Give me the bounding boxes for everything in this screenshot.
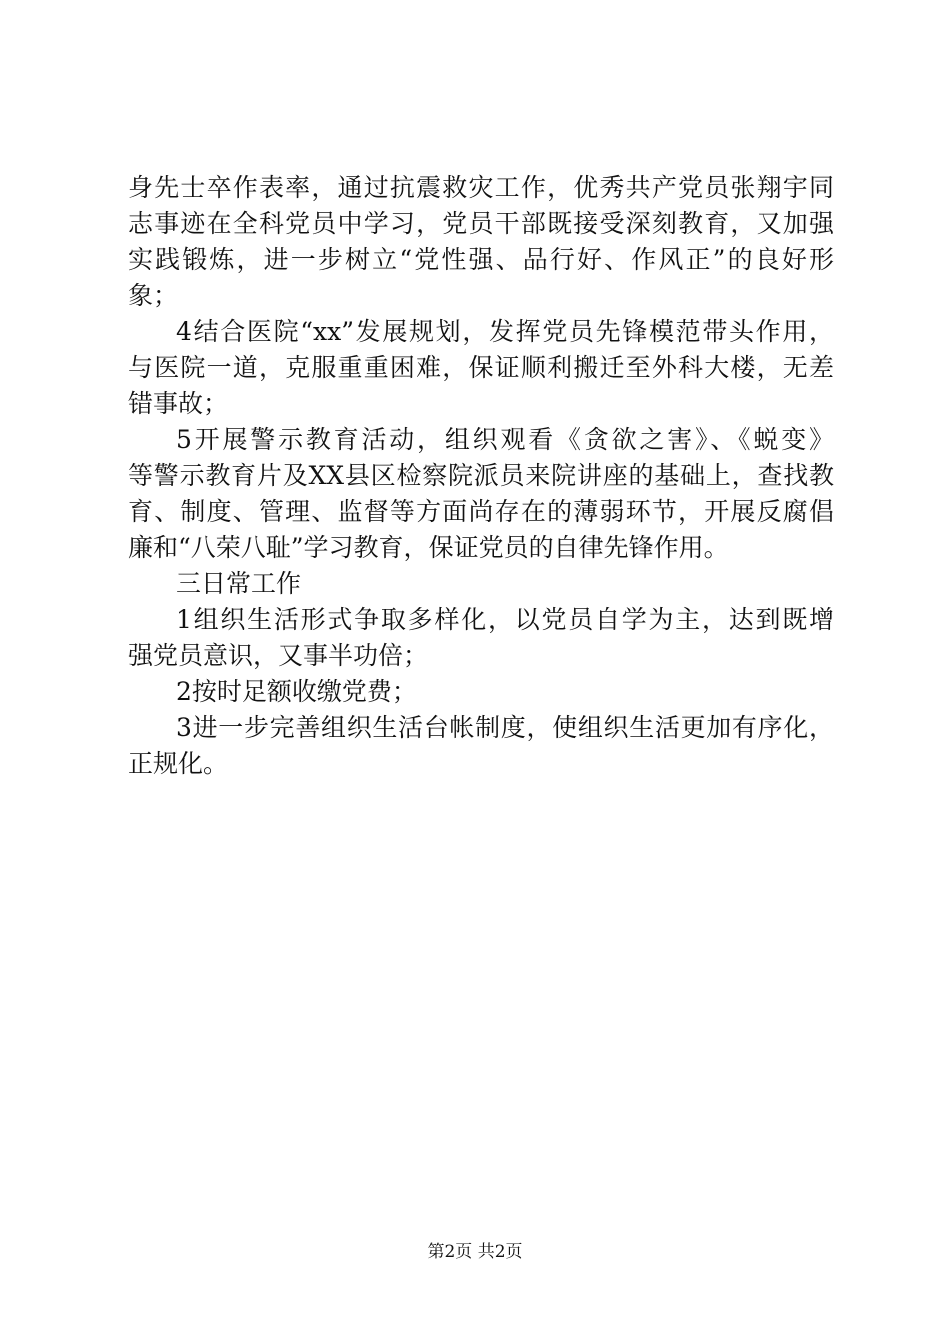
section-heading: 三日常工作: [176, 569, 302, 598]
page-footer: 第2页 共2页: [427, 1242, 523, 1262]
paragraph-line: 4结合医院“xx”发展规划，发挥党员先锋模范带头作用，: [176, 317, 834, 346]
paragraph-line: 身先士卒作表率，通过抗震救灾工作，优秀共产党员张翔宇同: [128, 173, 834, 202]
paragraph-line: 3进一步完善组织生活台帐制度，使组织生活更加有序化，: [176, 713, 834, 742]
paragraph-line: 1组织生活形式争取多样化，以党员自学为主，达到既增: [176, 605, 834, 634]
paragraph-line: 正规化。: [128, 749, 229, 778]
paragraph-line: 错事故；: [128, 389, 229, 418]
paragraph-line: 强党员意识，又事半功倍；: [128, 641, 429, 670]
paragraph-line: 2按时足额收缴党费；: [176, 677, 417, 706]
paragraph-line: 5开展警示教育活动，组织观看《贪欲之害》、《蜕变》: [176, 425, 834, 454]
paragraph-line: 实践锻炼，进一步树立“党性强、品行好、作风正”的良好形: [128, 245, 834, 274]
paragraph-line: 育、制度、管理、监督等方面尚存在的薄弱环节，开展反腐倡: [128, 497, 834, 526]
paragraph-line: 廉和“八荣八耻”学习教育，保证党员的自律先锋作用。: [128, 533, 729, 562]
paragraph-line: 志事迹在全科党员中学习，党员干部既接受深刻教育，又加强: [128, 209, 834, 238]
paragraph-line: 与医院一道，克服重重困难，保证顺利搬迁至外科大楼，无差: [128, 353, 834, 382]
paragraph-line: 等警示教育片及XX县区检察院派员来院讲座的基础上，查找教: [128, 461, 834, 490]
paragraph-line: 象；: [128, 281, 179, 310]
